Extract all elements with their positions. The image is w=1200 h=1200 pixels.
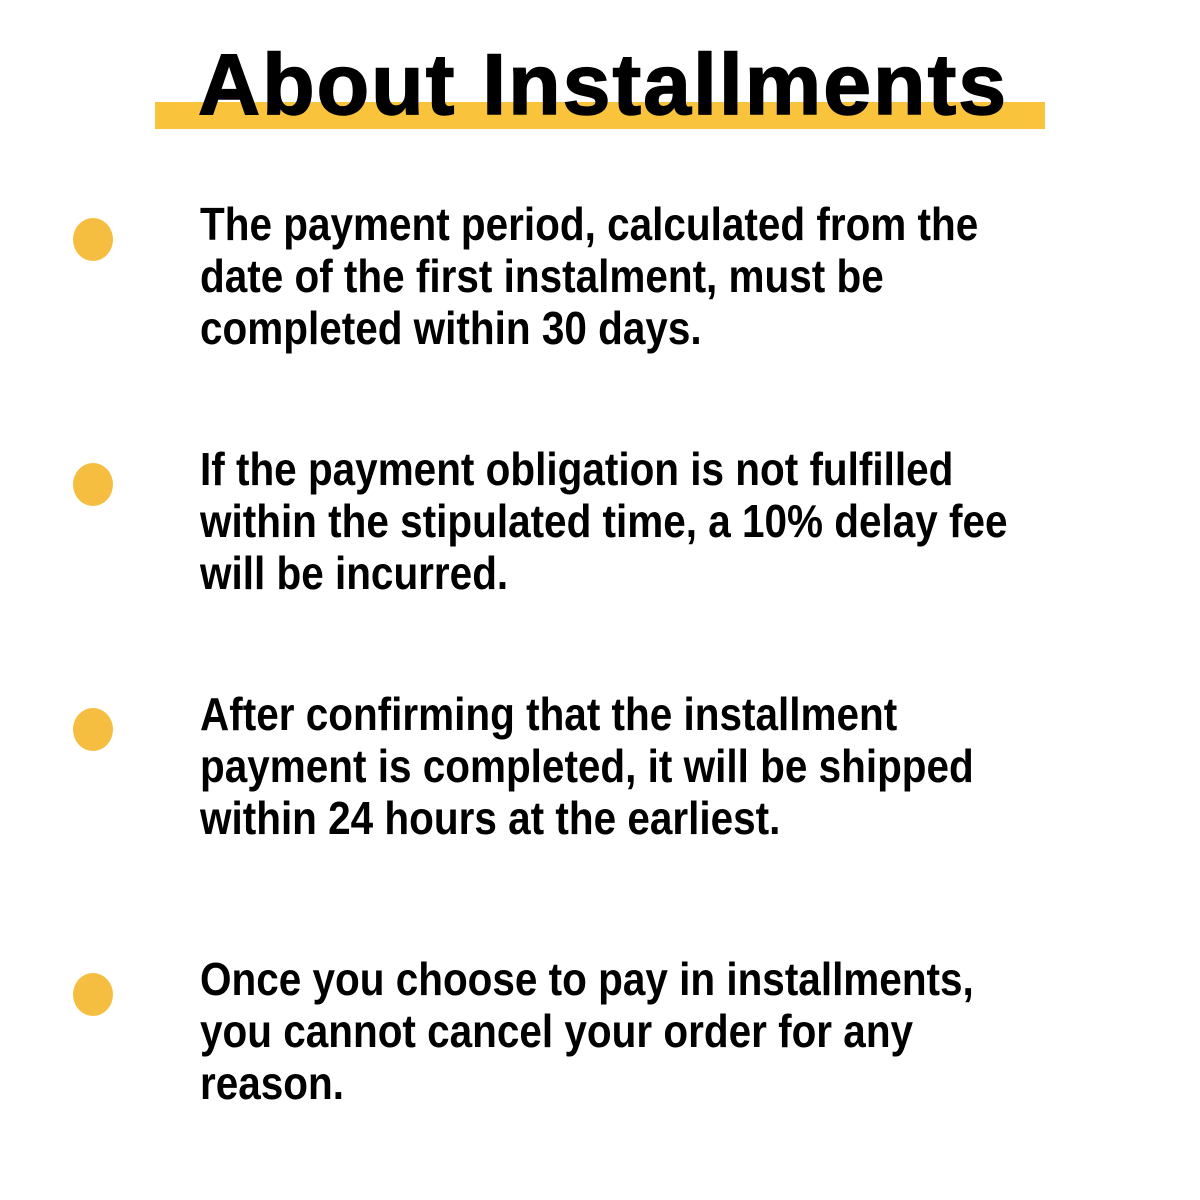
bullet-line: Once you choose to pay in installments, xyxy=(200,953,974,1005)
bullet-line: within 24 hours at the earliest. xyxy=(200,792,781,844)
bullet-dot-icon xyxy=(73,708,113,751)
bullet-line: reason. xyxy=(200,1057,345,1109)
bullet-dot-icon xyxy=(73,973,113,1016)
bullet-line: you cannot cancel your order for any xyxy=(200,1005,914,1057)
bullet-text xyxy=(200,688,974,844)
bullet-line: payment is completed, it will be shipped xyxy=(200,740,974,792)
bullet-line: completed within 30 days. xyxy=(200,302,702,354)
bullet-dot-icon xyxy=(73,463,113,506)
bullet-line: date of the first instalment, must be xyxy=(200,250,884,302)
page-title: About Installments xyxy=(198,37,1009,133)
bullet-dot-icon xyxy=(73,218,113,261)
bullet-line: After confirming that the installment xyxy=(200,688,898,740)
bullet-text xyxy=(200,198,978,354)
bullet-line: will be incurred. xyxy=(200,547,509,599)
bullet-line: within the stipulated time, a 10% delay fee xyxy=(200,495,1008,547)
bullet-text xyxy=(200,443,1008,599)
bullet-line: The payment period, calculated from the xyxy=(200,198,979,250)
bullet-text xyxy=(200,953,974,1109)
bullet-line: If the payment obligation is not fulfilled xyxy=(200,443,954,495)
